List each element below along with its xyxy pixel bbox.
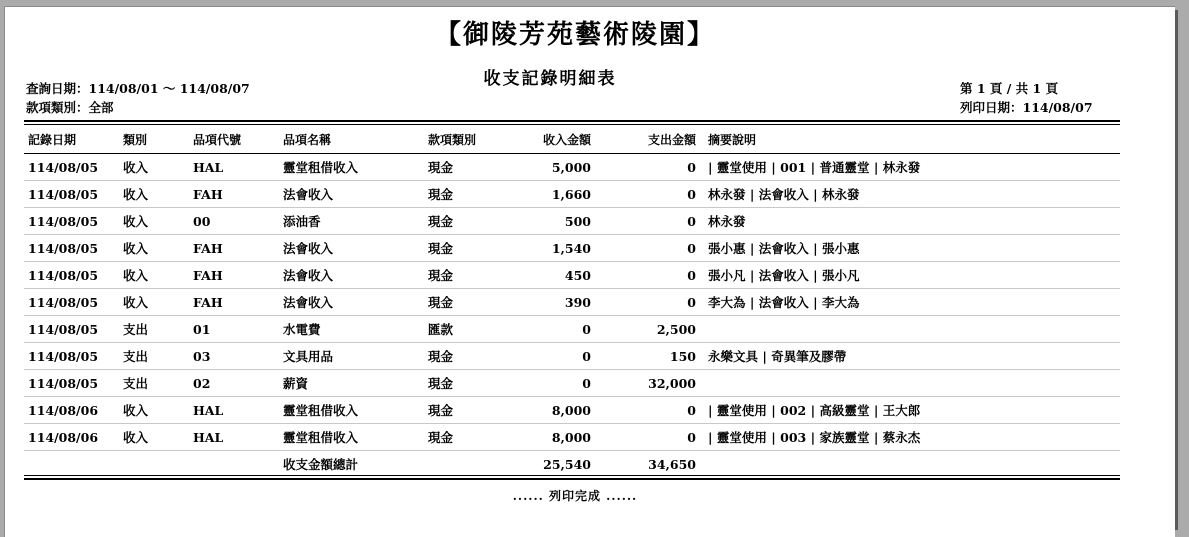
cell-income: 5,000 (494, 154, 599, 181)
total-empty-cell (704, 451, 1120, 478)
cell-type: 收入 (119, 424, 189, 451)
cell-expense: 0 (599, 154, 704, 181)
table-row (24, 316, 1120, 343)
cell-expense: 0 (599, 181, 704, 208)
cell-item-name: 法會收入 (279, 262, 424, 289)
column-header-item-name: 品項名稱 (279, 126, 424, 154)
cell-payment-type: 現金 (424, 343, 494, 370)
report-title: 【御陵芳苑藝術陵園】 (434, 20, 715, 50)
column-header-description: 摘要說明 (704, 126, 1120, 154)
cell-type: 支出 (119, 370, 189, 397)
cell-item-name: 法會收入 (279, 289, 424, 316)
cell-expense: 0 (599, 235, 704, 262)
column-header-income: 收入金額 (494, 126, 599, 154)
cell-payment-type: 現金 (424, 181, 494, 208)
total-empty-cell (424, 451, 494, 478)
cell-item-name: 靈堂租借收入 (279, 424, 424, 451)
cell-income: 450 (494, 262, 599, 289)
cell-type: 收入 (119, 397, 189, 424)
cell-description: 永樂文具 | 奇異筆及膠帶 (704, 343, 1120, 370)
table-row (24, 181, 1120, 208)
cell-type: 支出 (119, 343, 189, 370)
cell-item-code: 01 (189, 316, 279, 343)
cell-expense: 32,000 (599, 370, 704, 397)
cell-date: 114/08/05 (24, 343, 119, 370)
cell-payment-type: 現金 (424, 235, 494, 262)
table-row (24, 397, 1120, 424)
transactions-table (24, 126, 1120, 477)
cell-date: 114/08/05 (24, 262, 119, 289)
cell-expense: 0 (599, 397, 704, 424)
cell-item-code: FAH (189, 262, 279, 289)
cell-item-name: 添油香 (279, 208, 424, 235)
cell-income: 390 (494, 289, 599, 316)
cell-item-code: 03 (189, 343, 279, 370)
cell-income: 8,000 (494, 424, 599, 451)
print-complete-text: ...... 列印完成 ...... (512, 489, 638, 503)
cell-type: 收入 (119, 154, 189, 181)
cell-item-name: 法會收入 (279, 181, 424, 208)
cell-type: 收入 (119, 208, 189, 235)
table-row (24, 289, 1120, 316)
cell-item-name: 水電費 (279, 316, 424, 343)
report-subtitle: 收支記錄明細表 (483, 69, 617, 89)
cell-payment-type: 現金 (424, 208, 494, 235)
cell-payment-type: 現金 (424, 262, 494, 289)
cell-type: 收入 (119, 181, 189, 208)
cell-type: 收入 (119, 235, 189, 262)
cell-item-code: HAL (189, 154, 279, 181)
table-row (24, 208, 1120, 235)
category-filter: 款項類別：全部 (26, 100, 114, 115)
cell-date: 114/08/06 (24, 424, 119, 451)
header-rule-bottom (24, 124, 1120, 125)
cell-date: 114/08/05 (24, 154, 119, 181)
cell-expense: 2,500 (599, 316, 704, 343)
cell-description (704, 370, 1120, 397)
cell-payment-type: 現金 (424, 397, 494, 424)
cell-description: 林永發 (704, 208, 1120, 235)
total-income: 25,540 (543, 456, 591, 472)
table-header-row (24, 126, 1120, 154)
cell-description: 李大為 | 法會收入 | 李大為 (704, 289, 1120, 316)
total-label: 收支金額總計 (283, 457, 359, 472)
cell-expense: 0 (599, 424, 704, 451)
cell-description: 張小惠 | 法會收入 | 張小惠 (704, 235, 1120, 262)
column-header-date: 記錄日期 (24, 126, 119, 154)
cell-expense: 0 (599, 262, 704, 289)
page-info: 第 1 頁 / 共 1 頁 (960, 81, 1059, 96)
cell-description: | 靈堂使用 | 001 | 普通靈堂 | 林永發 (704, 154, 1120, 181)
cell-date: 114/08/05 (24, 208, 119, 235)
table-row (24, 262, 1120, 289)
cell-income: 1,540 (494, 235, 599, 262)
table-row (24, 343, 1120, 370)
table-row (24, 154, 1120, 181)
cell-income: 0 (494, 316, 599, 343)
cell-description: | 靈堂使用 | 002 | 高級靈堂 | 王大郎 (704, 397, 1120, 424)
cell-item-name: 法會收入 (279, 235, 424, 262)
cell-description: 林永發 | 法會收入 | 林永發 (704, 181, 1120, 208)
cell-payment-type: 現金 (424, 289, 494, 316)
total-empty-cell (189, 451, 279, 478)
cell-item-code: HAL (189, 424, 279, 451)
table-row (24, 370, 1120, 397)
cell-type: 收入 (119, 289, 189, 316)
cell-item-code: FAH (189, 235, 279, 262)
cell-date: 114/08/05 (24, 316, 119, 343)
total-row (24, 451, 1120, 478)
cell-income: 0 (494, 343, 599, 370)
cell-item-code: 00 (189, 208, 279, 235)
column-header-type: 類別 (119, 126, 189, 154)
table-row (24, 235, 1120, 262)
cell-item-name: 靈堂租借收入 (279, 397, 424, 424)
header-rule-top (24, 120, 1120, 122)
cell-date: 114/08/05 (24, 235, 119, 262)
cell-expense: 0 (599, 208, 704, 235)
cell-item-name: 薪資 (279, 370, 424, 397)
cell-item-code: FAH (189, 289, 279, 316)
cell-income: 8,000 (494, 397, 599, 424)
cell-date: 114/08/06 (24, 397, 119, 424)
cell-item-code: FAH (189, 181, 279, 208)
page-shadow (1175, 10, 1178, 530)
cell-description: 張小凡 | 法會收入 | 張小凡 (704, 262, 1120, 289)
total-empty-cell (24, 451, 119, 478)
cell-payment-type: 現金 (424, 154, 494, 181)
cell-type: 支出 (119, 316, 189, 343)
table-row (24, 424, 1120, 451)
footer-rule-bottom (24, 478, 1120, 480)
cell-date: 114/08/05 (24, 370, 119, 397)
cell-income: 0 (494, 370, 599, 397)
query-date-range: 查詢日期：114/08/01 ～ 114/08/07 (26, 81, 250, 96)
column-header-item-code: 品項代號 (189, 126, 279, 154)
cell-item-code: 02 (189, 370, 279, 397)
print-date: 列印日期：114/08/07 (960, 100, 1093, 115)
cell-date: 114/08/05 (24, 181, 119, 208)
cell-payment-type: 現金 (424, 424, 494, 451)
cell-expense: 0 (599, 289, 704, 316)
footer-rule-top (24, 475, 1120, 476)
cell-type: 收入 (119, 262, 189, 289)
column-header-expense: 支出金額 (599, 126, 704, 154)
column-header-payment-type: 款項類別 (424, 126, 494, 154)
cell-item-name: 文具用品 (279, 343, 424, 370)
cell-description: | 靈堂使用 | 003 | 家族靈堂 | 蔡永杰 (704, 424, 1120, 451)
total-empty-cell (119, 451, 189, 478)
cell-date: 114/08/05 (24, 289, 119, 316)
cell-expense: 150 (599, 343, 704, 370)
cell-item-code: HAL (189, 397, 279, 424)
cell-income: 1,660 (494, 181, 599, 208)
cell-payment-type: 匯款 (424, 316, 494, 343)
total-expense: 34,650 (648, 456, 696, 472)
cell-description (704, 316, 1120, 343)
cell-payment-type: 現金 (424, 370, 494, 397)
cell-item-name: 靈堂租借收入 (279, 154, 424, 181)
cell-income: 500 (494, 208, 599, 235)
